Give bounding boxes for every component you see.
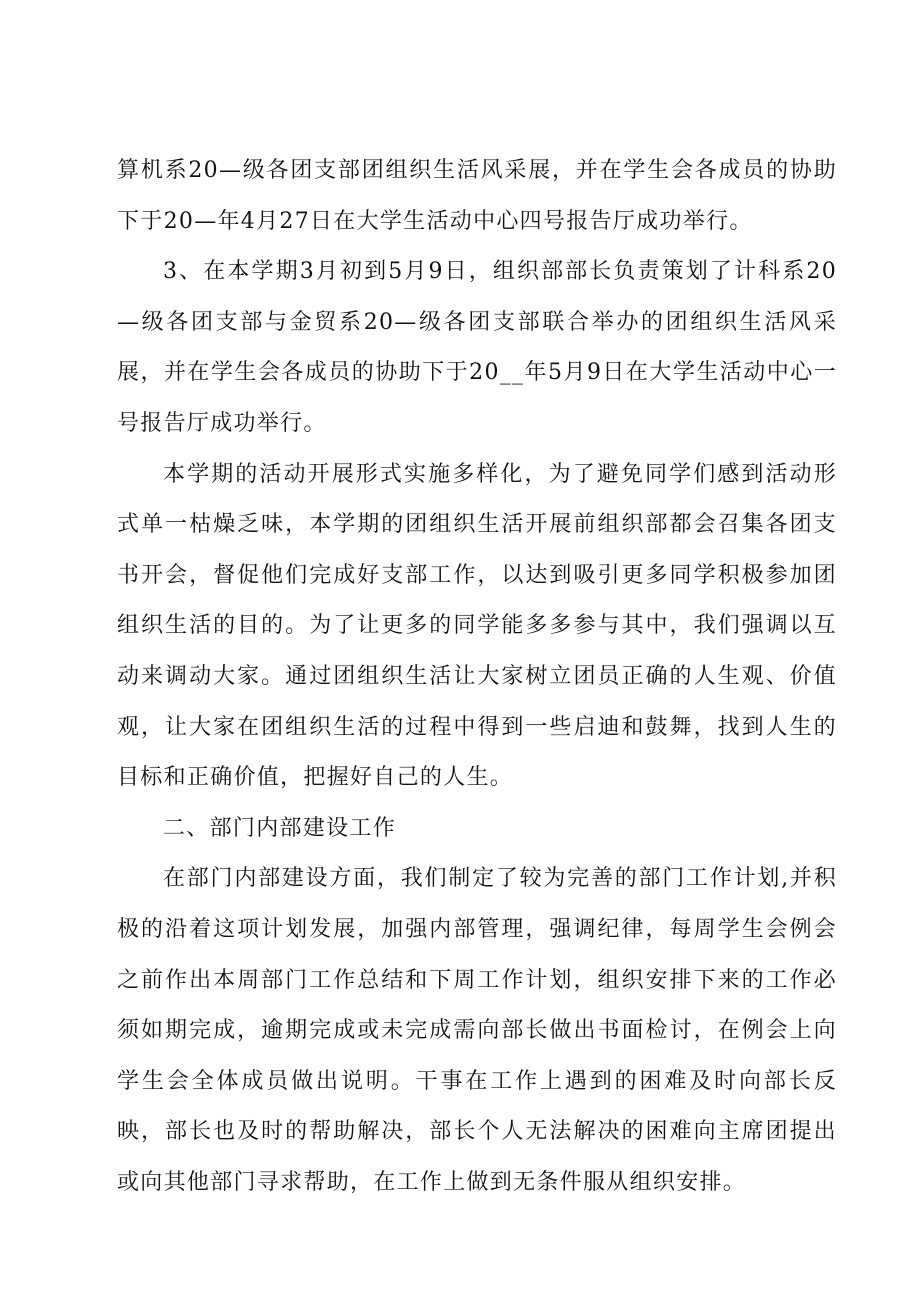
section-heading-internal-construction: 二、部门内部建设工作 — [163, 815, 397, 841]
paragraph-internal-construction: 在部门内部建设方面，我们制定了较为完善的部门工作计划,并积极的沿着这项计划发展，加强内部管理，强调纪律，每周学生会例会之前作出本周部门工作总结和下周工作计划，组织安排下来的工作必须如期完成，逾期完成或未完成需向部长做出书面检讨，在例会上向学生会全体成员做出说明。干事在工作上遇到的困难及时向部长反映，部长也及时的帮助解决，部长个人无法解决的困难向主席团提出或向其他部门寻求帮助，在工作上做到无条件服从组织安排。 — [117, 866, 837, 1195]
paragraph-continuation: 算机系20—级各团支部团组织生活风采展，并在学生会各成员的协助下于20—年4月27日在大学生活动中心四号报告厅成功举行。 — [117, 158, 837, 234]
document-body — [117, 146, 837, 1208]
paragraph-item-3: 3、在本学期3月初到5月9日，组织部部长负责策划了计科系20—级各团支部与金贸系20—级各团支部联合举办的团组织生活风采展，并在学生会各成员的协助下于20__年5月9日在大学生活动中心一号报告厅成功举行。 — [117, 259, 837, 436]
paragraph-activity-summary: 本学期的活动开展形式实施多样化，为了避免同学们感到活动形式单一枯燥乏味，本学期的团组织生活开展前组织部都会召集各团支书开会，督促他们完成好支部工作，以达到吸引更多同学积极参加团组织生活的目的。为了让更多的同学能多多参与其中，我们强调以互动来调动大家。通过团组织生活让大家树立团员正确的人生观、价值观，让大家在团组织生活的过程中得到一些启迪和鼓舞，找到人生的目标和正确价值，把握好自己的人生。 — [117, 461, 837, 791]
